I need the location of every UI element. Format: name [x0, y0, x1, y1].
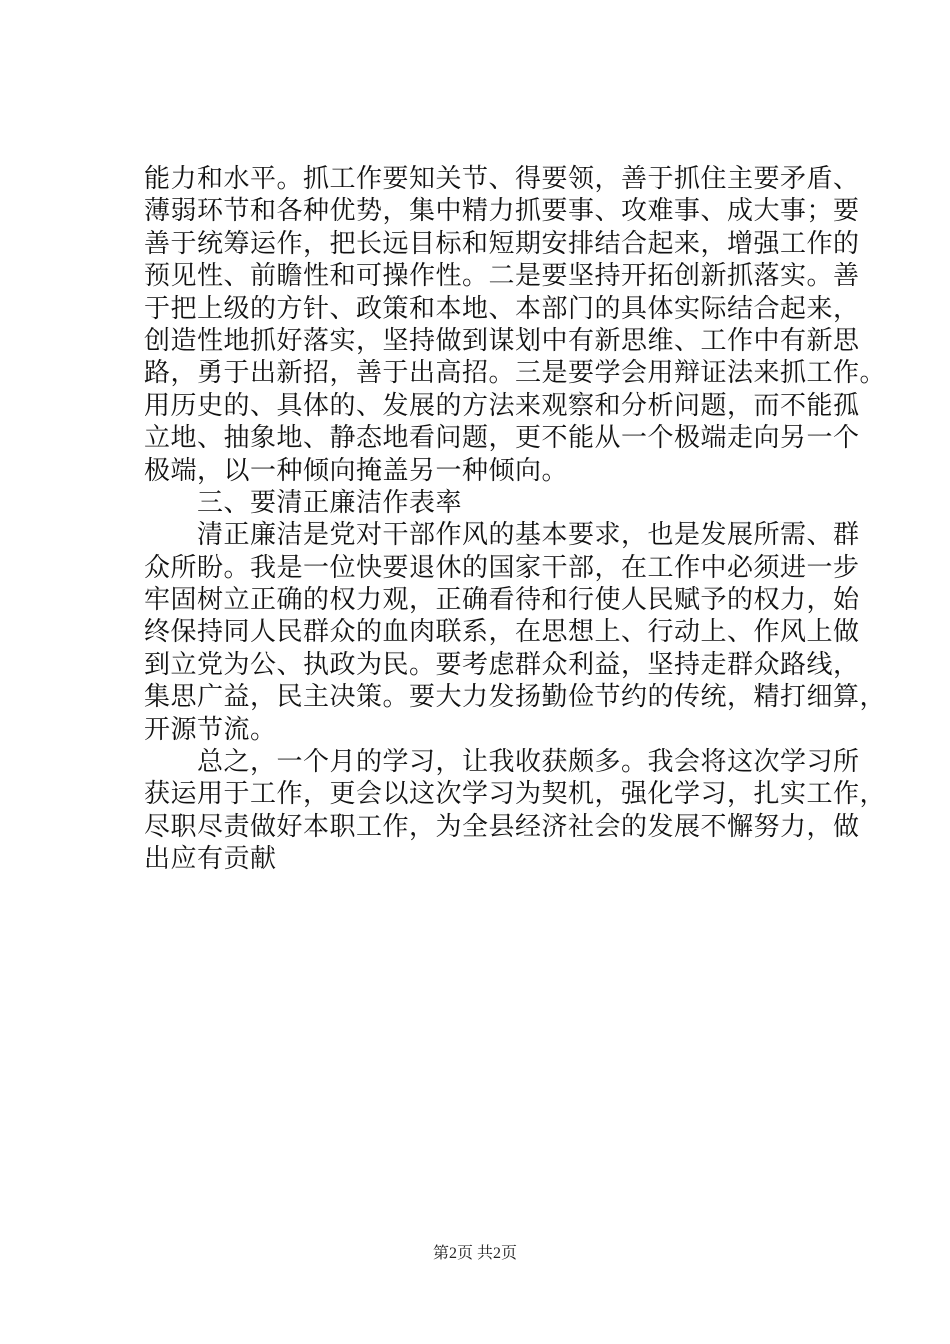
- body-text: [144, 163, 887, 876]
- text-line: 清正廉洁是党对干部作风的基本要求，也是发展所需、群: [144, 520, 860, 551]
- text-line: 终保持同人民群众的血肉联系，在思想上、行动上、作风上做: [144, 617, 860, 648]
- text-line: 立地、抽象地、静态地看问题，更不能从一个极端走向另一个: [144, 423, 860, 454]
- text-line: 集思广益，民主决策。要大力发扬勤俭节约的传统，精打细算，: [144, 682, 887, 713]
- text-line: 开源节流。: [144, 714, 277, 745]
- text-line: 用历史的、具体的、发展的方法来观察和分析问题，而不能孤: [144, 390, 860, 421]
- text-line: 能力和水平。抓工作要知关节、得要领，善于抓住主要矛盾、: [144, 164, 860, 194]
- page-footer: 第2页 共2页: [432, 1245, 517, 1262]
- text-line: 总之，一个月的学习，让我收获颇多。我会将这次学习所: [144, 747, 860, 778]
- text-line: 尽职尽责做好本职工作，为全县经济社会的发展不懈努力，做: [144, 811, 860, 842]
- text-line: 创造性地抓好落实，坚持做到谋划中有新思维、工作中有新思: [144, 325, 860, 356]
- text-line: 薄弱环节和各种优势，集中精力抓要事、攻难事、成大事；要: [144, 196, 860, 227]
- text-line: 众所盼。我是一位快要退休的国家干部，在工作中必须进一步: [144, 552, 860, 583]
- text-line: 极端，以一种倾向掩盖另一种倾向。: [144, 455, 569, 486]
- text-line: 出应有贡献: [144, 844, 277, 875]
- text-line: 善于统筹运作，把长远目标和短期安排结合起来，增强工作的: [144, 228, 860, 259]
- text-line: 到立党为公、执政为民。要考虑群众利益，坚持走群众路线，: [144, 649, 860, 680]
- text-line: 获运用于工作，更会以这次学习为契机，强化学习，扎实工作，: [144, 779, 887, 810]
- text-line: 牢固树立正确的权力观，正确看待和行使人民赋予的权力，始: [144, 585, 860, 616]
- text-line: 预见性、前瞻性和可操作性。二是要坚持开拓创新抓落实。善: [144, 261, 860, 292]
- section-heading: 三、要清正廉洁作表率: [144, 487, 463, 518]
- text-line: 于把上级的方针、政策和本地、本部门的具体实际结合起来，: [144, 293, 860, 324]
- text-line: 路，勇于出新招，善于出高招。三是要学会用辩证法来抓工作。: [144, 358, 887, 389]
